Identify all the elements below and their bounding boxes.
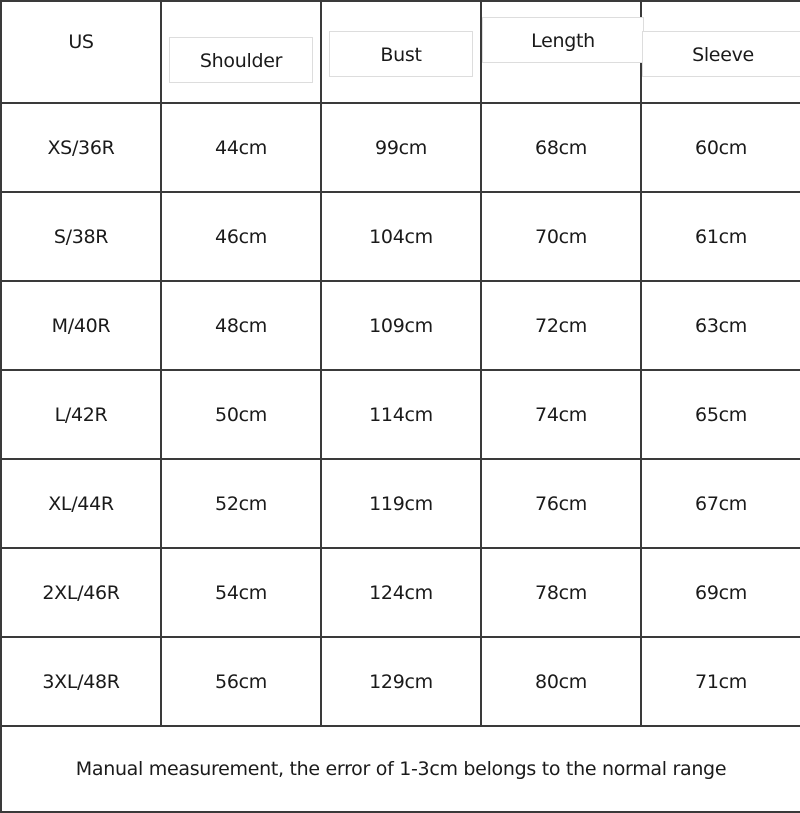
shoulder-cell: 50cm bbox=[161, 370, 321, 459]
length-cell: 68cm bbox=[481, 103, 641, 192]
table-row bbox=[1, 637, 800, 726]
header-row bbox=[1, 1, 800, 103]
length-cell: 72cm bbox=[481, 281, 641, 370]
length-cell: 80cm bbox=[481, 637, 641, 726]
length-cell: 78cm bbox=[481, 548, 641, 637]
size-cell: S/38R bbox=[1, 192, 161, 281]
table-row bbox=[1, 459, 800, 548]
shoulder-cell: 44cm bbox=[161, 103, 321, 192]
sleeve-cell: 63cm bbox=[641, 281, 800, 370]
header-bust-label: Bust bbox=[329, 31, 473, 77]
size-cell: M/40R bbox=[1, 281, 161, 370]
shoulder-cell: 48cm bbox=[161, 281, 321, 370]
bust-cell: 124cm bbox=[321, 548, 481, 637]
header-sleeve-label: Sleeve bbox=[642, 31, 800, 77]
length-cell: 74cm bbox=[481, 370, 641, 459]
bust-cell: 99cm bbox=[321, 103, 481, 192]
bust-cell: 119cm bbox=[321, 459, 481, 548]
size-cell: L/42R bbox=[1, 370, 161, 459]
sleeve-cell: 65cm bbox=[641, 370, 800, 459]
sleeve-cell: 67cm bbox=[641, 459, 800, 548]
sleeve-cell: 71cm bbox=[641, 637, 800, 726]
header-cell-sleeve bbox=[641, 1, 800, 103]
shoulder-cell: 52cm bbox=[161, 459, 321, 548]
header-shoulder-label: Shoulder bbox=[169, 37, 313, 83]
sleeve-cell: 60cm bbox=[641, 103, 800, 192]
bust-cell: 129cm bbox=[321, 637, 481, 726]
header-us-label: US bbox=[68, 31, 94, 53]
footnote-row bbox=[1, 726, 800, 812]
header-cell-shoulder bbox=[161, 1, 321, 103]
header-cell-length bbox=[481, 1, 641, 103]
bust-cell: 104cm bbox=[321, 192, 481, 281]
shoulder-cell: 56cm bbox=[161, 637, 321, 726]
size-cell: XL/44R bbox=[1, 459, 161, 548]
table-row bbox=[1, 192, 800, 281]
table-row bbox=[1, 281, 800, 370]
size-cell: 2XL/46R bbox=[1, 548, 161, 637]
header-cell-us bbox=[1, 1, 161, 103]
length-cell: 76cm bbox=[481, 459, 641, 548]
footnote-text: Manual measurement, the error of 1-3cm belongs to the normal range bbox=[1, 726, 800, 812]
sleeve-cell: 69cm bbox=[641, 548, 800, 637]
table-row bbox=[1, 548, 800, 637]
size-cell: XS/36R bbox=[1, 103, 161, 192]
table-row bbox=[1, 103, 800, 192]
bust-cell: 114cm bbox=[321, 370, 481, 459]
bust-cell: 109cm bbox=[321, 281, 481, 370]
shoulder-cell: 46cm bbox=[161, 192, 321, 281]
header-cell-bust bbox=[321, 1, 481, 103]
shoulder-cell: 54cm bbox=[161, 548, 321, 637]
size-cell: 3XL/48R bbox=[1, 637, 161, 726]
table-row bbox=[1, 370, 800, 459]
sleeve-cell: 61cm bbox=[641, 192, 800, 281]
header-length-label: Length bbox=[482, 17, 644, 63]
length-cell: 70cm bbox=[481, 192, 641, 281]
